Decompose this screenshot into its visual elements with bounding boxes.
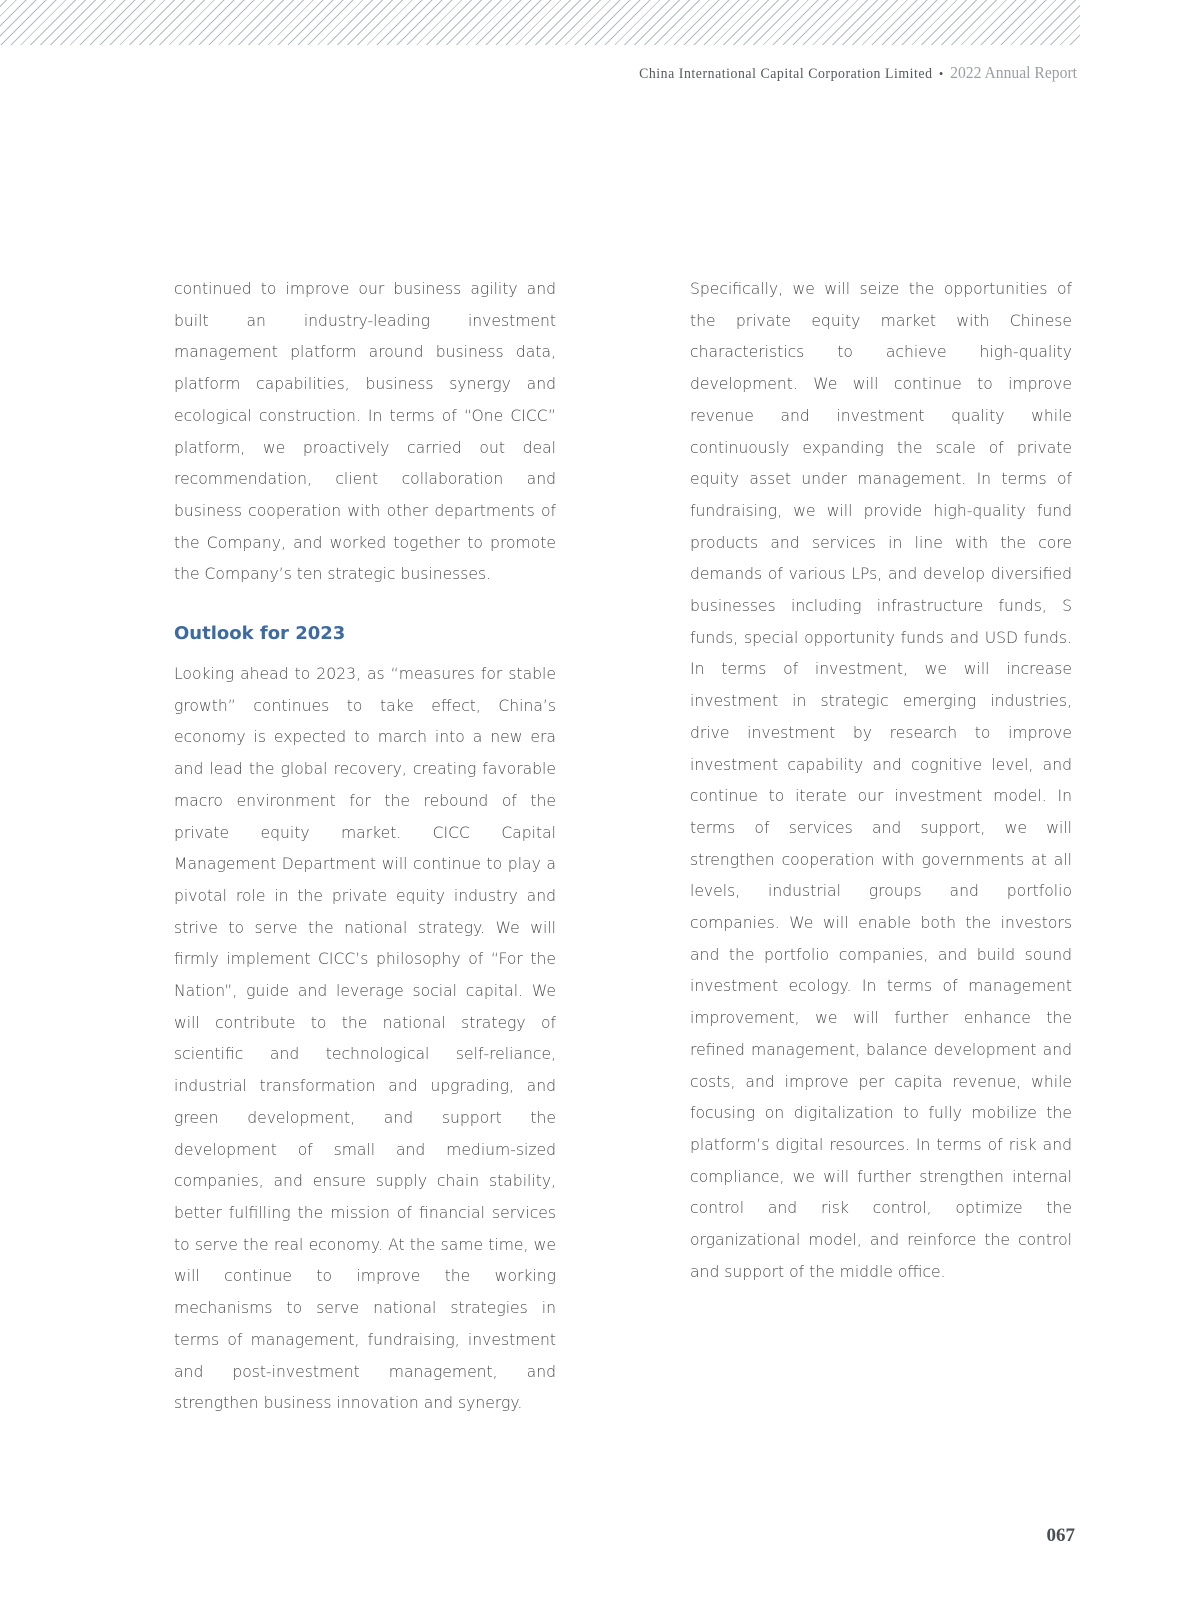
company-name: China International Capital Corporation Limited bbox=[639, 66, 933, 82]
right-column bbox=[690, 274, 1072, 1289]
page-number: 067 bbox=[1046, 1525, 1075, 1546]
bullet-separator: • bbox=[938, 66, 944, 81]
intro-paragraph: continued to improve our business agility and built an industry-leading investment management platform around business data, platform capabilities, business synergy and ecological construction. In terms of “One CICC” platform, we proactively carried out deal recommendation, client collaboration and business cooperation with other departments of the Company, and worked together to promote the Company’s ten strategic businesses. bbox=[174, 280, 556, 584]
report-title: 2022 Annual Report bbox=[950, 63, 1077, 82]
strategy-paragraph: Specifically, we will seize the opportunities of the private equity market with Chinese characteristics to achieve high-quality development. We will continue to improve revenue and investment quality while continuously expanding the scale of private equity asset under management. In terms of fundraising, we will provide high-quality fund products and services in line with the core demands of various LPs, and develop diversified businesses including infrastructure funds, S funds, special opportunity funds and USD funds. In terms of investment, we will increase investment in strategic emerging industries, drive investment by research to improve investment capability and cognitive level, and continue to iterate our investment model. In terms of services and support, we will strengthen cooperation with governments at all levels, industrial groups and portfolio companies. We will enable both the investors and the portfolio companies, and build sound investment ecology. In terms of management improvement, we will further enhance the refined management, balance development and costs, and improve per capita revenue, while focusing on digitalization to fully mobilize the platform’s digital resources. In terms of risk and compliance, we will further strengthen internal control and risk control, optimize the organizational model, and reinforce the control and support of the middle office. bbox=[690, 280, 1072, 1281]
section-heading-outlook: Outlook for 2023 bbox=[174, 623, 346, 645]
left-column bbox=[174, 274, 556, 1420]
outlook-paragraph: Looking ahead to 2023, as “measures for stable growth” continues to take effect, China’s economy is expected to march into a new era and lead the global recovery, creating favorable macro environment for the rebound of the private equity market. CICC Capital Management Department will continue to play a pivotal role in the private equity industry and strive to serve the national strategy. We will firmly implement CICC’s philosophy of “For the Nation”, guide and leverage social capital. We will contribute to the national strategy of scientific and technological self-reliance, industrial transformation and upgrading, and green development, and support the development of small and medium-sized companies, and ensure supply chain stability, better fulfilling the mission of financial services to serve the real economy. At the same time, we will continue to improve the working mechanisms to serve national strategies in terms of management, fundraising, investment and post-investment management, and strengthen business innovation and synergy. bbox=[174, 665, 556, 1413]
decorative-hatch-band bbox=[0, 0, 1080, 45]
running-header bbox=[639, 63, 1077, 83]
